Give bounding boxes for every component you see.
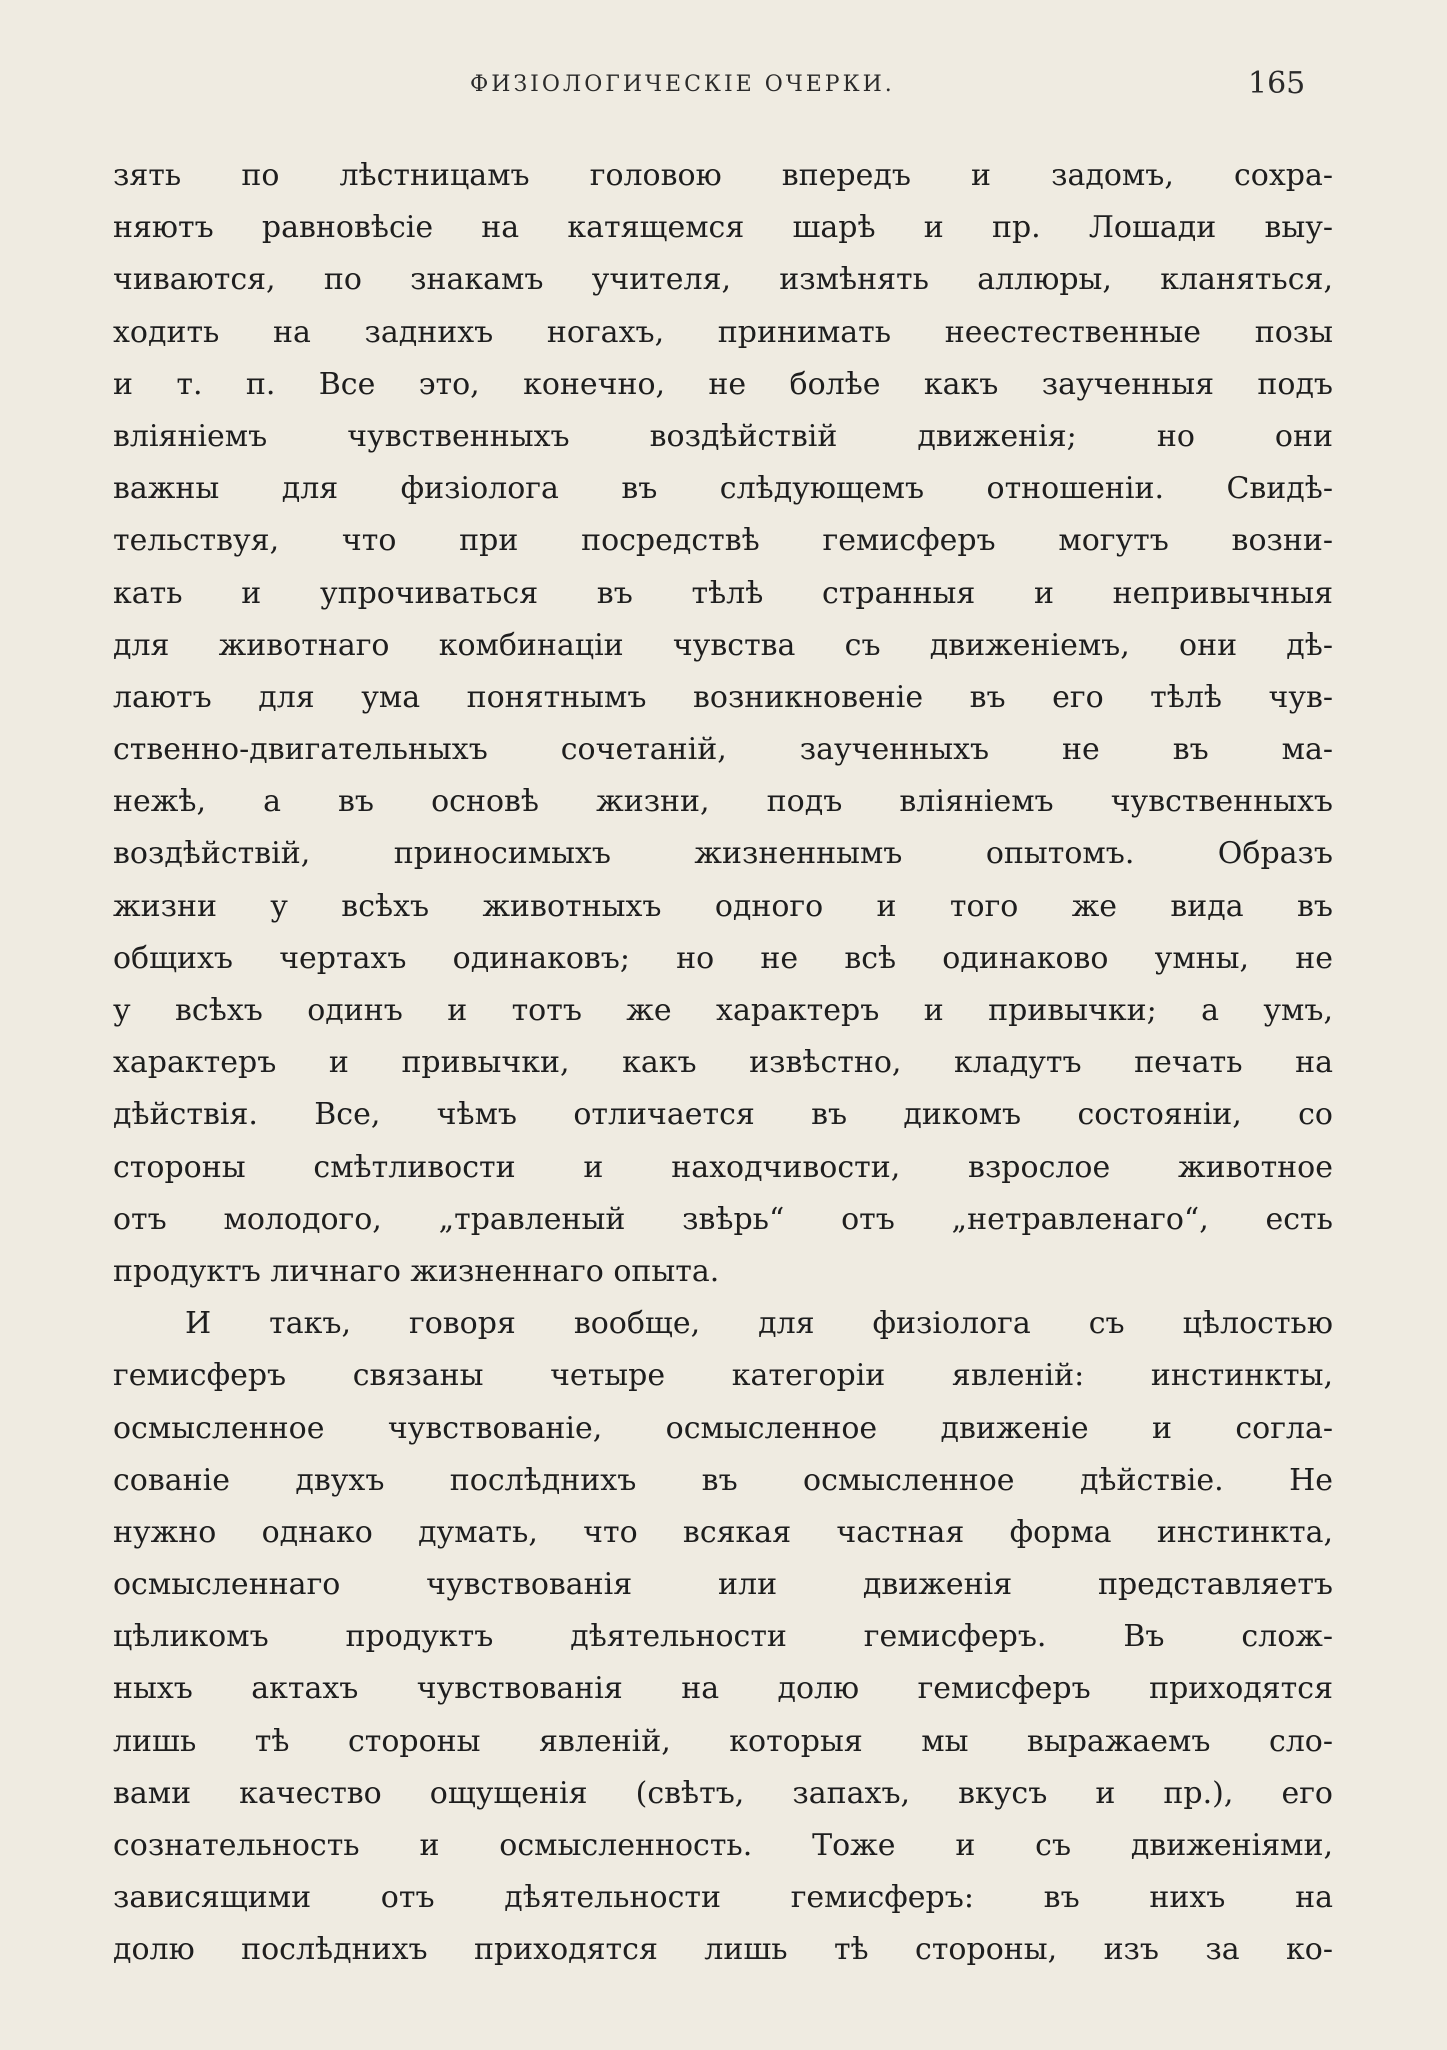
text-line: нежѣ, а въ основѣ жизни, подъ вліяніемъ чувственныхъ [113, 784, 1333, 820]
text-line: нужно однако думать, что всякая частная форма инстинкта, [113, 1514, 1333, 1550]
text-line: дѣйствія. Все, чѣмъ отличается въ дикомъ состояніи, со [113, 1097, 1333, 1133]
text-line: няютъ равновѣсіе на катящемся шарѣ и пр. Лошади выу- [113, 210, 1333, 246]
text-line: стороны смѣтливости и находчивости, взрослое животное [113, 1149, 1333, 1185]
text-line: у всѣхъ одинъ и тотъ же характеръ и привычки; а умъ, [113, 993, 1333, 1028]
running-title: ФИЗІОЛОГИЧЕСКІЕ ОЧЕРКИ. [470, 72, 895, 97]
text-line: жизни у всѣхъ животныхъ одного и того же вида въ [113, 888, 1333, 924]
text-line: цѣликомъ продуктъ дѣятельности гемисферъ. Въ слож- [113, 1619, 1333, 1655]
text-line: важны для физіолога въ слѣдующемъ отношеніи. Свидѣ- [113, 471, 1333, 507]
text-line: сознательность и осмысленность. Тоже и съ движеніями, [113, 1828, 1333, 1863]
text-line: вами качество ощущенія (свѣтъ, запахъ, вкусъ и пр.), его [113, 1775, 1333, 1811]
text-line: осмысленнаго чувствованія или движенія представляетъ [113, 1567, 1333, 1603]
text-line: кать и упрочиваться въ тѣлѣ странныя и непривычныя [113, 575, 1333, 611]
body-text [113, 150, 1333, 1977]
text-line: отъ молодого, „травленый звѣрь“ отъ „нетравленаго“, есть [113, 1201, 1333, 1237]
text-line: гемисферъ связаны четыре категоріи явленій: инстинкты, [113, 1358, 1333, 1394]
text-line: общихъ чертахъ одинаковъ; но не всѣ одинаково умны, не [113, 940, 1333, 976]
text-line: воздѣйствій, приносимыхъ жизненнымъ опытомъ. Образъ [113, 836, 1333, 872]
text-line: зависящими отъ дѣятельности гемисферъ: въ нихъ на [113, 1880, 1333, 1916]
text-line: для животнаго комбинаціи чувства съ движеніемъ, они дѣ- [113, 627, 1333, 663]
text-line: характеръ и привычки, какъ извѣстно, кладутъ печать на [113, 1045, 1333, 1081]
text-line: долю послѣднихъ приходятся лишь тѣ стороны, изъ за ко- [113, 1932, 1333, 1968]
text-line: лаютъ для ума понятнымъ возникновеніе въ его тѣлѣ чув- [113, 679, 1333, 715]
text-line: и т. п. Все это, конечно, не болѣе какъ заученныя подъ [113, 366, 1333, 402]
running-head [0, 66, 1447, 112]
text-line: вліяніемъ чувственныхъ воздѣйствій движенія; но они [113, 418, 1333, 454]
text-line: сованіе двухъ послѣднихъ въ осмысленное дѣйствіе. Не [113, 1462, 1333, 1498]
text-line: тельствуя, что при посредствѣ гемисферъ могутъ возни- [113, 523, 1333, 559]
paragraph-start-line: И такъ, говоря вообще, для физіолога съ цѣлостью [185, 1306, 1333, 1342]
text-line: ныхъ актахъ чувствованія на долю гемисферъ приходятся [113, 1671, 1333, 1707]
paragraph-end-line: продуктъ личнаго жизненнаго опыта. [113, 1253, 720, 1289]
text-line: осмысленное чувствованіе, осмысленное движеніе и согла- [113, 1410, 1333, 1446]
text-line: зять по лѣстницамъ головою впередъ и задомъ, сохра- [113, 158, 1333, 193]
text-line: ходить на заднихъ ногахъ, принимать неестественные позы [113, 314, 1333, 350]
text-line: чиваются, по знакамъ учителя, измѣнять аллюры, кланяться, [113, 262, 1333, 298]
page-number: 165 [1248, 66, 1306, 101]
text-line: ственно-двигательныхъ сочетаній, заученныхъ не въ ма- [113, 732, 1333, 768]
text-line: лишь тѣ стороны явленій, которыя мы выражаемъ сло- [113, 1723, 1333, 1759]
